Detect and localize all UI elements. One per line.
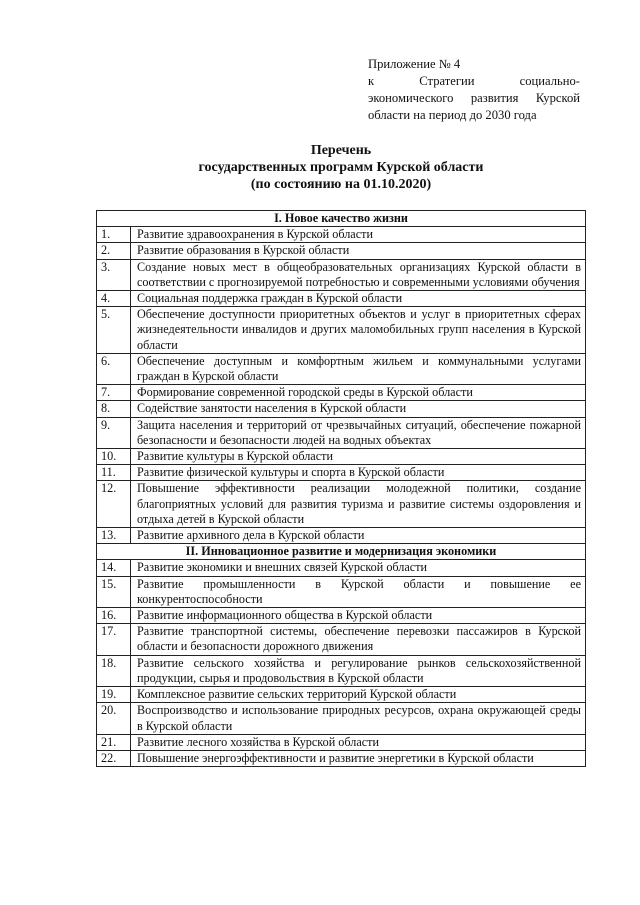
row-number: 19. [97,687,131,703]
appendix-line-1: Приложение № 4 [368,57,461,71]
row-number: 1. [97,227,131,243]
document-title [96,142,586,193]
programs-table [96,210,586,767]
program-name: Социальная поддержка граждан в Курской области [131,291,586,307]
table-row [97,687,586,703]
program-name: Обеспечение доступным и комфортным жильем и коммунальными услугами граждан в Курской области [131,353,586,384]
appendix-line-4: области на период до 2030 года [368,108,537,122]
program-name: Создание новых мест в общеобразовательных организациях Курской области в соответствии с прогнозируемой потребностью и современными условиями обучения [131,259,586,290]
row-number: 2. [97,243,131,259]
program-name: Развитие физической культуры и спорта в Курской области [131,465,586,481]
program-name: Формирование современной городской среды в Курской области [131,385,586,401]
row-number: 22. [97,750,131,766]
program-name: Развитие промышленности в Курской области и повышение ее конкурентоспособности [131,576,586,607]
section-heading: II. Инновационное развитие и модернизация экономики [97,544,586,560]
program-name: Развитие здравоохранения в Курской области [131,227,586,243]
table-row [97,608,586,624]
program-name: Обеспечение доступности приоритетных объектов и услуг в приоритетных сферах жизнедеятельности инвалидов и других маломобильных групп населения в Курской области [131,307,586,354]
program-name: Воспроизводство и использование природных ресурсов, охрана окружающей среды в Курской области [131,703,586,734]
appendix-note [368,56,580,124]
table-row [97,734,586,750]
table-row [97,417,586,448]
program-name: Комплексное развитие сельских территорий Курской области [131,687,586,703]
row-number: 10. [97,449,131,465]
row-number: 5. [97,307,131,354]
program-name: Развитие лесного хозяйства в Курской области [131,734,586,750]
table-row [97,227,586,243]
table-row [97,465,586,481]
table-row [97,528,586,544]
row-number: 3. [97,259,131,290]
table-row [97,259,586,290]
program-name: Содействие занятости населения в Курской области [131,401,586,417]
program-name: Повышение энергоэффективности и развитие энергетики в Курской области [131,750,586,766]
table-row [97,560,586,576]
appendix-line-2: к Стратегии социально- [368,74,580,88]
program-name: Развитие культуры в Курской области [131,449,586,465]
row-number: 20. [97,703,131,734]
program-name: Развитие архивного дела в Курской области [131,528,586,544]
row-number: 21. [97,734,131,750]
section-header-row [97,211,586,227]
program-name: Развитие информационного общества в Курской области [131,608,586,624]
table-row [97,703,586,734]
title-line-1: Перечень [310,143,372,158]
table-row [97,385,586,401]
table-row [97,401,586,417]
table-row [97,449,586,465]
program-name: Развитие сельского хозяйства и регулирование рынков сельскохозяйственной продукции, сырья и продовольствия в Курской области [131,655,586,686]
program-name: Повышение эффективности реализации молодежной политики, создание благоприятных условий для развития туризма и развитие системы оздоровления и отдыха детей в Курской области [131,481,586,528]
row-number: 18. [97,655,131,686]
row-number: 15. [97,576,131,607]
program-name: Развитие образования в Курской области [131,243,586,259]
row-number: 7. [97,385,131,401]
row-number: 12. [97,481,131,528]
row-number: 13. [97,528,131,544]
program-name: Защита населения и территорий от чрезвычайных ситуаций, обеспечение пожарной безопасности и безопасности людей на водных объектах [131,417,586,448]
row-number: 4. [97,291,131,307]
title-line-3: (по состоянию на 01.10.2020) [250,177,432,192]
table-row [97,750,586,766]
row-number: 9. [97,417,131,448]
program-name: Развитие экономики и внешних связей Курской области [131,560,586,576]
row-number: 16. [97,608,131,624]
table-row [97,481,586,528]
row-number: 11. [97,465,131,481]
row-number: 17. [97,624,131,655]
section-header-row [97,544,586,560]
table-row [97,624,586,655]
table-row [97,576,586,607]
table-row [97,291,586,307]
row-number: 8. [97,401,131,417]
table-row [97,307,586,354]
program-name: Развитие транспортной системы, обеспечение перевозки пассажиров в Курской области и безопасности дорожного движения [131,624,586,655]
section-heading: I. Новое качество жизни [97,211,586,227]
row-number: 6. [97,353,131,384]
appendix-line-3: экономического развития Курской [368,91,580,105]
table-row [97,655,586,686]
table-row [97,353,586,384]
table-row [97,243,586,259]
row-number: 14. [97,560,131,576]
title-line-2: государственных программ Курской области [198,160,484,175]
